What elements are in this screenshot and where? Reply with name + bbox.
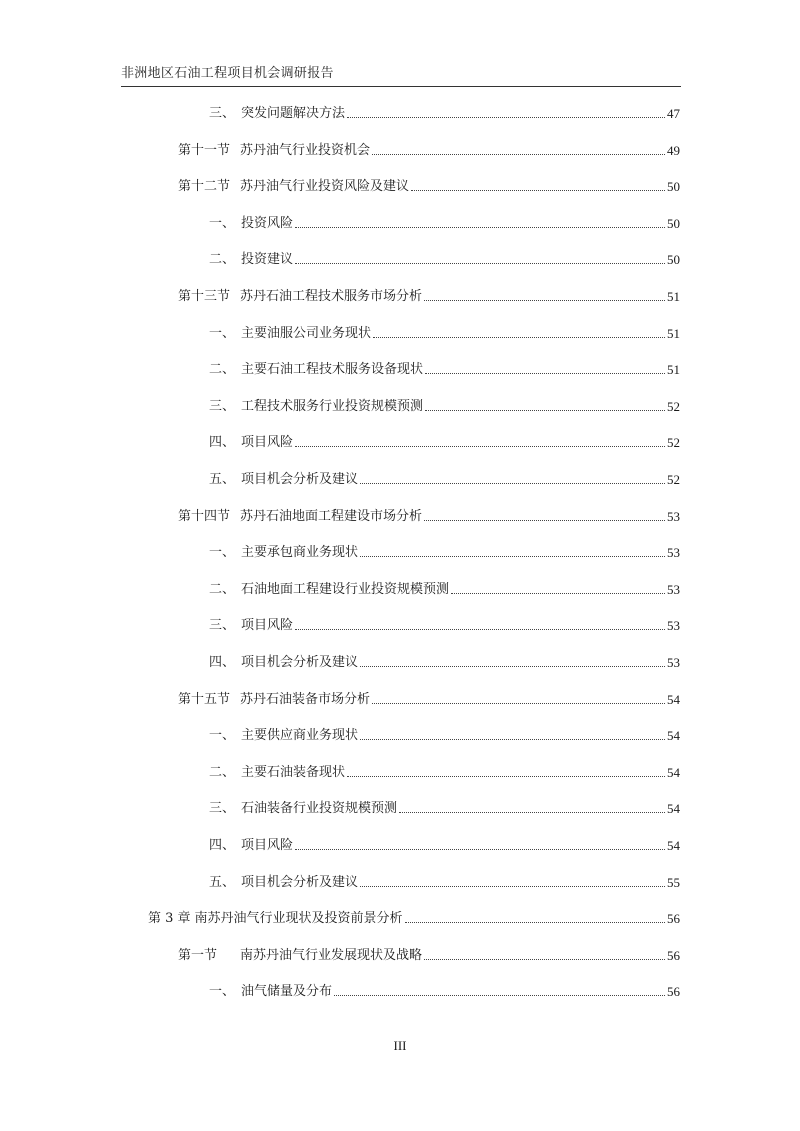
toc-entry[interactable] [209, 212, 680, 232]
toc-entry-page: 54 [667, 801, 680, 817]
toc-entry-page: 53 [667, 581, 680, 597]
toc-entry[interactable] [209, 651, 680, 671]
toc-entry-number: 第 3 章 [148, 911, 191, 927]
toc-entry-page: 56 [667, 911, 680, 927]
toc-entry[interactable] [209, 797, 680, 817]
toc-entry-title: 突发问题解决方法 [241, 106, 346, 121]
dot-leader [360, 556, 665, 557]
toc-entry[interactable] [178, 944, 680, 964]
toc-entry[interactable] [178, 505, 680, 525]
toc-entry-page: 50 [667, 215, 680, 231]
toc-entry-number: 一、 [209, 728, 236, 744]
toc-entry-number: 二、 [209, 581, 236, 597]
toc-entry[interactable] [209, 322, 680, 342]
toc-entry-number: 第十一节 [178, 142, 231, 158]
toc-entry-number: 二、 [209, 764, 236, 780]
toc-entry-number: 第十三节 [178, 289, 231, 304]
toc-entry-number: 三、 [209, 106, 236, 121]
toc-entry-title: 南苏丹油气行业现状及投资前景分析 [194, 911, 403, 927]
toc-entry-number: 第一节 [178, 947, 218, 963]
toc-entry-number: 五、 [209, 472, 236, 487]
toc-entry-page: 51 [667, 289, 680, 304]
dot-leader [347, 117, 665, 118]
document-title: 非洲地区石油工程项目机会调研报告 [121, 66, 334, 81]
toc-entry-number: 四、 [209, 655, 236, 670]
toc-entry-page: 54 [667, 764, 680, 780]
toc-entry-number: 一、 [209, 215, 236, 231]
toc-entry-title: 苏丹油气行业投资风险及建议 [240, 179, 410, 195]
toc-entry[interactable] [209, 468, 680, 488]
toc-entry-page: 47 [667, 106, 680, 121]
toc-entry-number: 三、 [209, 618, 236, 634]
toc-entry[interactable] [178, 285, 680, 305]
toc-entry-page: 56 [667, 984, 680, 1000]
dot-leader [372, 703, 665, 704]
toc-entry-title: 苏丹石油装备市场分析 [240, 691, 371, 707]
dot-leader [295, 446, 665, 447]
toc-entry[interactable] [209, 980, 680, 1000]
toc-entry-title: 主要石油工程技术服务设备现状 [241, 362, 424, 378]
toc-entry[interactable] [209, 614, 680, 634]
dot-leader [424, 520, 665, 521]
toc-entry-title: 项目机会分析及建议 [241, 472, 359, 487]
toc-entry[interactable] [209, 834, 680, 854]
toc-entry-title: 项目风险 [241, 435, 294, 451]
toc-entry-title: 投资建议 [241, 252, 294, 268]
toc-entry-title: 工程技术服务行业投资规模预测 [241, 398, 424, 414]
dot-leader [360, 483, 665, 484]
dot-leader [347, 776, 665, 777]
toc-entry-page: 52 [667, 472, 680, 487]
toc-entry[interactable] [209, 761, 680, 781]
dot-leader [399, 812, 665, 813]
toc-entry[interactable] [209, 871, 680, 891]
toc-entry-title: 苏丹油气行业投资机会 [240, 142, 371, 158]
dot-leader [451, 593, 665, 594]
toc-entry[interactable] [178, 688, 680, 708]
toc-entry[interactable] [209, 248, 680, 268]
toc-entry-page: 54 [667, 728, 680, 744]
toc-entry[interactable] [209, 395, 680, 415]
dot-leader [425, 410, 665, 411]
dot-leader [424, 959, 665, 960]
dot-leader [295, 227, 665, 228]
dot-leader [405, 922, 665, 923]
toc-entry-title: 苏丹石油工程技术服务市场分析 [240, 289, 423, 304]
dot-leader [372, 154, 665, 155]
toc-entry-page: 54 [667, 691, 680, 707]
toc-entry-page: 51 [667, 325, 680, 341]
dot-leader [295, 849, 665, 850]
toc-entry-title: 南苏丹油气行业发展现状及战略 [240, 947, 423, 963]
dot-leader [360, 666, 665, 667]
toc-entry-title: 石油地面工程建设行业投资规模预测 [241, 581, 450, 597]
toc-entry-number: 第十二节 [178, 179, 231, 195]
dot-leader [411, 190, 665, 191]
toc-entry-number: 三、 [209, 801, 236, 817]
toc-entry-number: 五、 [209, 874, 236, 890]
toc-entry-title: 投资风险 [241, 215, 294, 231]
toc-entry-number: 一、 [209, 984, 236, 1000]
toc-entry[interactable] [178, 175, 680, 195]
toc-entry-page: 53 [667, 655, 680, 670]
dot-leader [295, 263, 665, 264]
toc-entry[interactable] [209, 541, 680, 561]
dot-leader [360, 739, 665, 740]
toc-entry[interactable] [209, 431, 680, 451]
dot-leader [295, 629, 665, 630]
toc-entry-title: 主要供应商业务现状 [241, 728, 359, 744]
toc-entry[interactable] [148, 907, 680, 927]
page-number: III [393, 1038, 407, 1053]
toc-entry-number: 三、 [209, 398, 236, 414]
dot-leader [334, 995, 665, 996]
toc-entry-page: 55 [667, 874, 680, 890]
toc-entry-page: 50 [667, 179, 680, 195]
toc-entry[interactable] [178, 139, 680, 159]
toc-entry-title: 项目机会分析及建议 [241, 655, 359, 670]
toc-entry-title: 油气储量及分布 [241, 984, 333, 1000]
toc-entry[interactable] [209, 724, 680, 744]
dot-leader [373, 337, 665, 338]
toc-entry-title: 项目风险 [241, 618, 294, 634]
dot-leader [360, 886, 665, 887]
toc-entry-number: 第十四节 [178, 508, 231, 524]
toc-entry-title: 主要石油装备现状 [241, 764, 346, 780]
toc-entry-number: 一、 [209, 545, 236, 561]
toc-entry-page: 51 [667, 362, 680, 378]
toc-entry-page: 52 [667, 398, 680, 414]
toc-entry-page: 53 [667, 618, 680, 634]
toc-entry[interactable] [209, 578, 680, 598]
toc-entry-number: 二、 [209, 362, 236, 378]
toc-entry-title: 项目机会分析及建议 [241, 874, 359, 890]
dot-leader [425, 373, 665, 374]
toc-entry-page: 53 [667, 545, 680, 561]
toc-entry-number: 四、 [209, 435, 236, 451]
toc-entry-title: 主要油服公司业务现状 [241, 325, 372, 341]
toc-entry[interactable] [209, 358, 680, 378]
toc-entry-number: 第十五节 [178, 691, 231, 707]
toc-entry-page: 54 [667, 838, 680, 853]
toc-entry-page: 56 [667, 947, 680, 963]
toc-entry-number: 四、 [209, 838, 236, 853]
toc-entry-page: 49 [667, 142, 680, 158]
toc-entry-title: 苏丹石油地面工程建设市场分析 [240, 508, 423, 524]
toc-entry-title: 项目风险 [241, 838, 294, 853]
toc-entry-page: 50 [667, 252, 680, 268]
toc-entry-page: 53 [667, 508, 680, 524]
toc-entry-title: 主要承包商业务现状 [241, 545, 359, 561]
toc-entry-page: 52 [667, 435, 680, 451]
toc-entry-number: 二、 [209, 252, 236, 268]
toc-entry-title: 石油装备行业投资规模预测 [241, 801, 398, 817]
toc-entry[interactable] [209, 102, 680, 122]
toc-entry-number: 一、 [209, 325, 236, 341]
dot-leader [424, 300, 665, 301]
